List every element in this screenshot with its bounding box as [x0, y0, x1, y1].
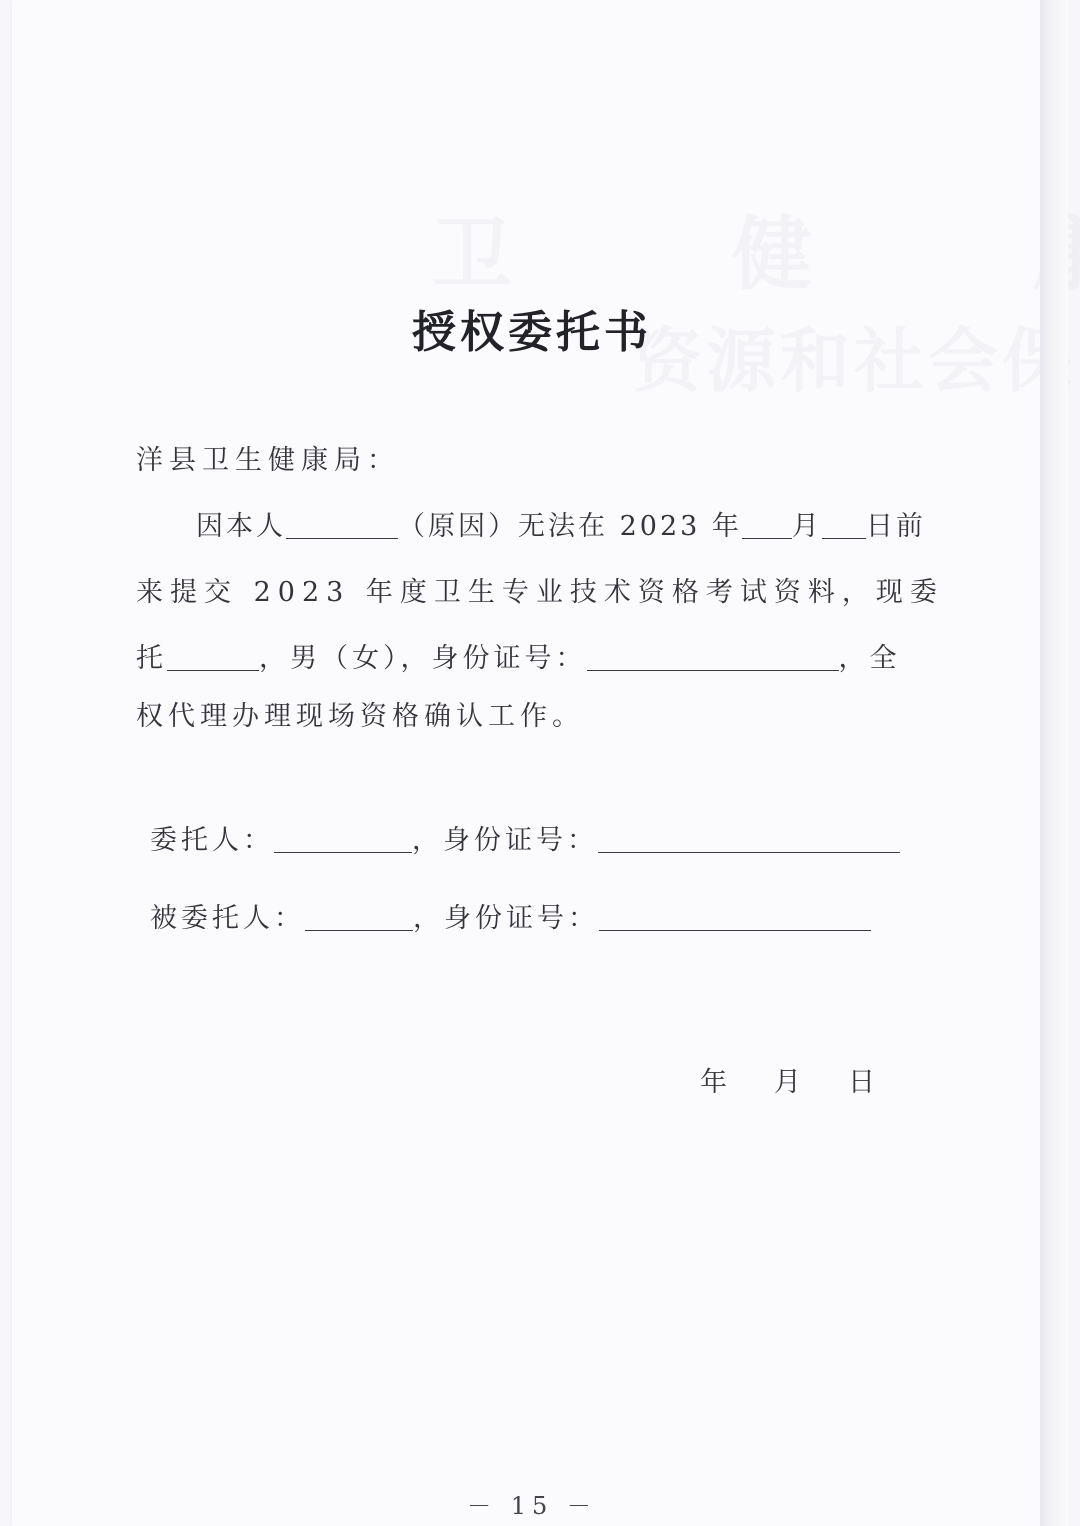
paragraph-line-2: 来提交 2023 年度卫生专业技术资格考试资料，现委: [136, 577, 944, 608]
text-segment: 月: [791, 511, 822, 542]
text-segment: ，全: [838, 643, 901, 674]
paragraph-line-4: 权代理办理现场资格确认工作。: [136, 701, 584, 732]
document-title: 授权委托书: [412, 307, 652, 358]
text-segment: 日前: [865, 511, 926, 542]
agent-label: 被委托人：: [150, 903, 305, 934]
principal-name-blank[interactable]: [274, 826, 412, 853]
text-segment: 年: [711, 511, 742, 542]
page-number: － 15 －: [467, 1492, 597, 1520]
document-page: [12, 0, 1052, 1526]
principal-row: [150, 818, 900, 857]
principal-id-label: ，身份证号：: [412, 825, 598, 856]
reason-blank[interactable]: [286, 512, 398, 539]
addressee: 洋县卫生健康局：: [136, 445, 400, 476]
day-blank[interactable]: [822, 512, 866, 539]
agent-id-blank[interactable]: [587, 644, 839, 671]
paragraph-line-1: [196, 504, 926, 543]
agent-sign-name-blank[interactable]: [305, 904, 413, 931]
agent-row: [150, 896, 871, 935]
date-year: 年: [700, 1067, 727, 1098]
page-edge: [1040, 0, 1068, 1526]
text-segment: ，男（女），身份证号：: [259, 643, 587, 674]
text-segment: 因本人: [196, 511, 286, 542]
text-segment: 托: [136, 643, 167, 674]
text-segment: （原因）无法在: [398, 511, 608, 542]
date-month: 月: [774, 1067, 801, 1098]
principal-label: 委托人：: [150, 825, 274, 856]
month-blank[interactable]: [742, 512, 792, 539]
year-value: 2023: [619, 511, 701, 542]
paragraph-line-3: [136, 636, 901, 675]
agent-name-blank[interactable]: [167, 644, 259, 671]
agent-id-label: ，身份证号：: [413, 903, 599, 934]
principal-id-blank[interactable]: [598, 826, 900, 853]
agent-sign-id-blank[interactable]: [599, 904, 871, 931]
bleed-through-text: [432, 190, 1080, 305]
date-day: 日: [848, 1067, 875, 1098]
